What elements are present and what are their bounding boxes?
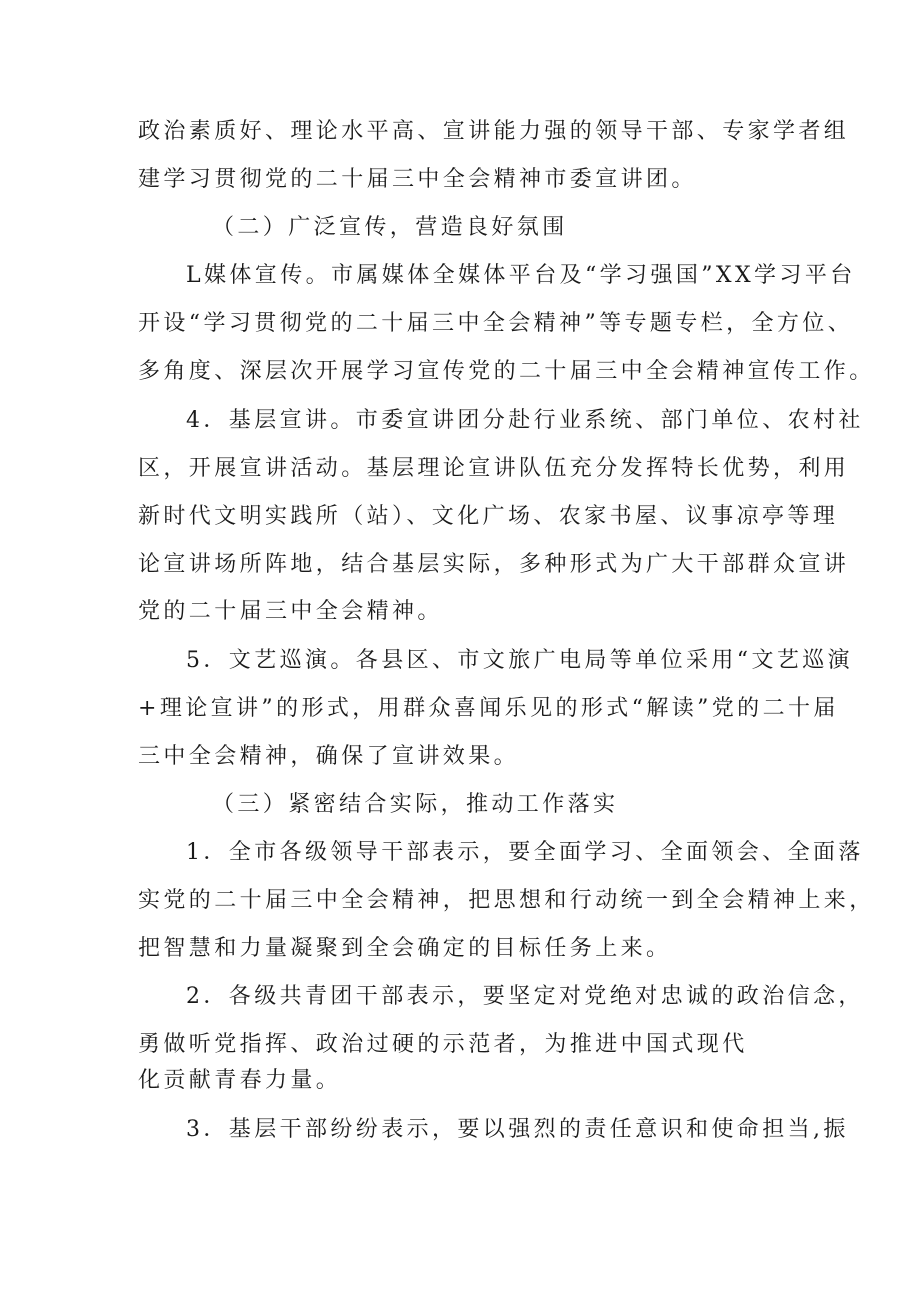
body-line: 论宣讲场所阵地，结合基层实际，多种形式为广大干部群众宣讲	[138, 552, 850, 577]
body-line: 3．基层干部纷纷表示，要以强烈的责任意识和使命担当,振	[186, 1117, 849, 1142]
body-line: 把智慧和力量凝聚到全会确定的目标任务上来。	[138, 936, 672, 961]
body-line: 建学习贯彻党的二十届三中全会精神市委宣讲团。	[138, 167, 697, 192]
body-line: 1．全市各级领导干部表示，要全面学习、全面领会、全面落	[186, 840, 864, 865]
body-line: 开设“学习贯彻党的二十届三中全会精神”等专题专栏，全方位、	[138, 311, 854, 336]
body-line: 区，开展宣讲活动。基层理论宣讲队伍充分发挥特长优势，利用	[138, 456, 850, 481]
body-line: 5．文艺巡演。各县区、市文旅广电局等单位采用“文艺巡演	[186, 648, 854, 673]
body-line: 勇做听党指挥、政治过硬的示范者，为推进中国式现代	[138, 1032, 748, 1057]
body-line: 多角度、深层次开展学习宣传党的二十届三中全会精神宣传工作。	[138, 359, 875, 384]
body-line: +理论宣讲”的形式，用群众喜闻乐见的形式“解读”党的二十届	[138, 696, 839, 721]
body-line: 4．基层宣讲。市委宣讲团分赴行业系统、部门单位、农村社	[186, 408, 864, 433]
body-line: 新时代文明实践所（站）、文化广场、农家书屋、议事凉亭等理	[138, 504, 839, 529]
body-line: 实党的二十届三中全会精神，把思想和行动统一到全会精神上来，	[138, 888, 875, 913]
body-line: 化贡献青春力量。	[138, 1068, 342, 1093]
body-line: 党的二十届三中全会精神。	[138, 599, 443, 624]
section-heading: （三）紧密结合实际，推动工作落实	[212, 792, 619, 817]
section-heading: （二）广泛宣传，营造良好氛围	[212, 215, 568, 240]
body-line: 三中全会精神，确保了宣讲效果。	[138, 744, 520, 769]
body-line: L媒体宣传。市属媒体全媒体平台及“学习强国”XX学习平台	[186, 263, 856, 288]
body-line: 2．各级共青团干部表示，要坚定对党绝对忠诚的政治信念，	[186, 984, 864, 1009]
body-line: 政治素质好、理论水平高、宣讲能力强的领导干部、专家学者组	[138, 119, 850, 144]
